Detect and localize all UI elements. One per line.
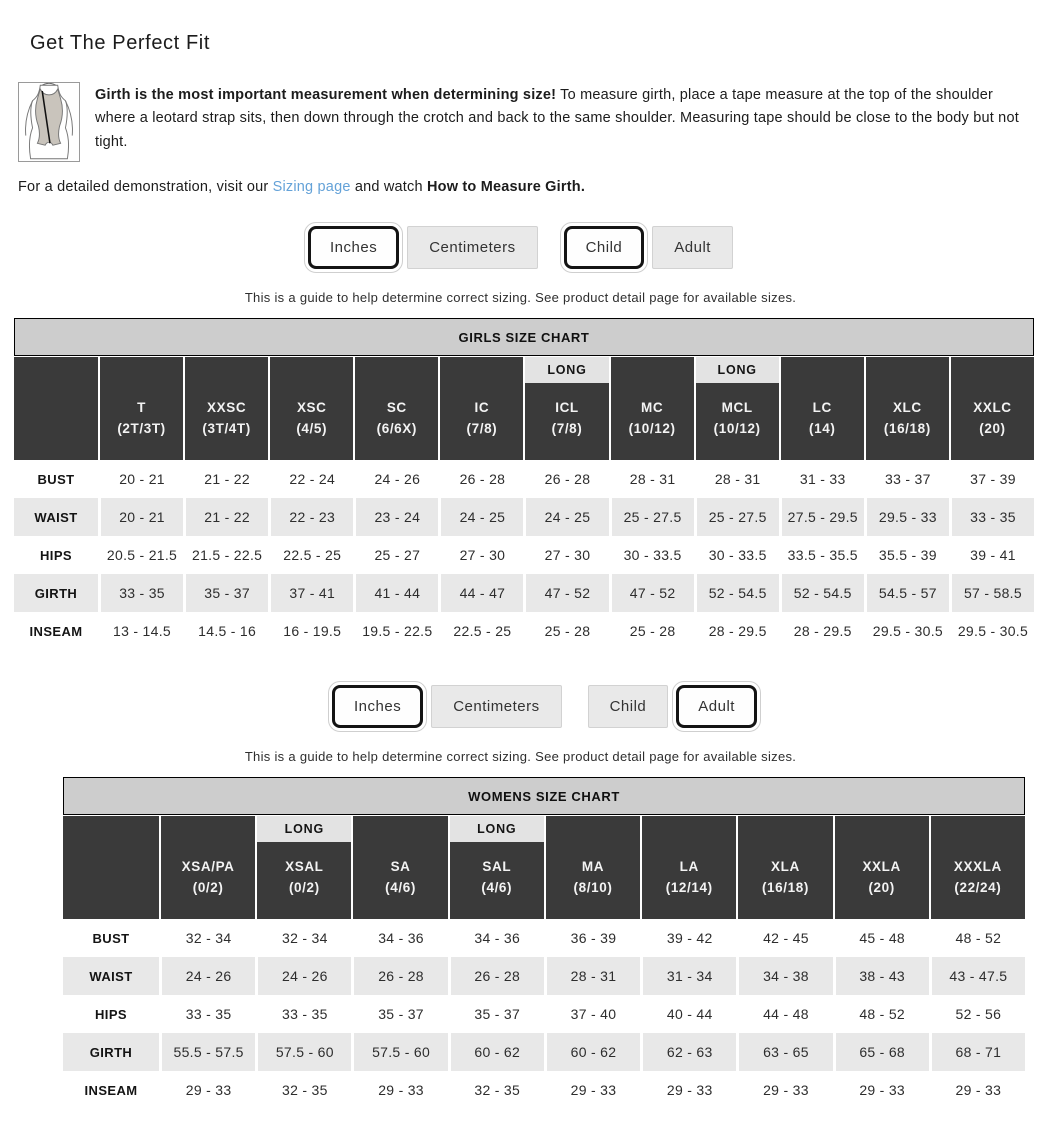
- size-range: (16/18): [761, 879, 809, 895]
- size-range: (2T/3T): [117, 420, 166, 436]
- size-column-label: [355, 383, 438, 460]
- header-spacer: [866, 357, 949, 383]
- size-code: XLC: [892, 399, 922, 415]
- measurement-row-label: GIRTH: [14, 574, 98, 612]
- measurement-cell: 41 - 44: [356, 574, 438, 612]
- page-title: Get The Perfect Fit: [30, 32, 210, 54]
- measurement-cell: 35 - 37: [474, 1006, 521, 1022]
- measurement-cell: 35 - 37: [378, 1006, 424, 1022]
- header-spacer: [546, 816, 640, 842]
- size-code: XXSC: [207, 399, 247, 415]
- measurement-cell: 33 - 35: [185, 1006, 232, 1022]
- measurement-cell: 45 - 48: [859, 930, 905, 946]
- measurement-cell: 24 - 26: [162, 957, 255, 995]
- header-spacer: [951, 357, 1034, 383]
- measurement-cell: 26 - 28: [544, 471, 591, 487]
- size-range: (8/10): [573, 879, 613, 895]
- size-column-header: [696, 357, 779, 460]
- measurement-cell: 32 - 34: [185, 930, 232, 946]
- size-column-header: [781, 357, 864, 460]
- size-code: XSA/PA: [181, 858, 235, 874]
- size-column-label: [781, 383, 864, 460]
- measurement-cell: 68 - 71: [932, 1033, 1025, 1071]
- size-column-label: [546, 842, 640, 919]
- measurement-cell: 60 - 62: [547, 1033, 640, 1071]
- girls-toggle-row: [0, 226, 1041, 269]
- size-code: SC: [386, 399, 407, 415]
- table-row: [63, 1033, 1025, 1071]
- measurement-cell: 29.5 - 30.5: [957, 623, 1029, 639]
- size-column-header: [738, 816, 832, 919]
- measurement-cell: 31 - 33: [799, 471, 846, 487]
- header-spacer: [642, 816, 736, 842]
- size-range: (20): [868, 879, 895, 895]
- size-code: XXLC: [973, 399, 1012, 415]
- measurement-row-label: BUST: [92, 930, 130, 946]
- womens-unit-toggle: [332, 685, 562, 728]
- size-column-header: [257, 816, 351, 919]
- size-column-header: [835, 816, 929, 919]
- size-range: (4/6): [385, 879, 416, 895]
- size-range: (22/24): [954, 879, 1002, 895]
- measurement-row-label: HIPS: [95, 1006, 127, 1022]
- measurement-cell: 14.5 - 16: [198, 623, 257, 639]
- measurement-cell: 55.5 - 57.5: [162, 1033, 255, 1071]
- table-row: [14, 612, 1034, 650]
- girls-centimeters-button[interactable]: Centimeters: [407, 226, 537, 269]
- girls-child-button[interactable]: Child: [564, 226, 645, 269]
- header-spacer: [931, 816, 1025, 842]
- size-column-label: [257, 842, 351, 919]
- measurement-cell: 22 - 23: [271, 498, 353, 536]
- size-column-label: [931, 842, 1025, 919]
- size-range: (14): [809, 420, 836, 436]
- measurement-cell: 25 - 27.5: [612, 498, 694, 536]
- womens-adult-button[interactable]: Adult: [676, 685, 757, 728]
- measurement-cell: 28 - 31: [629, 471, 676, 487]
- size-range: (20): [979, 420, 1006, 436]
- measurement-cell: 21.5 - 22.5: [192, 547, 263, 563]
- measurement-cell: 27 - 30: [544, 547, 591, 563]
- header-spacer: [355, 357, 438, 383]
- long-badge: LONG: [525, 357, 608, 383]
- measurement-cell: 29.5 - 30.5: [872, 623, 943, 639]
- measurement-cell: 33 - 37: [885, 471, 931, 487]
- girls-size-chart: [14, 318, 1034, 650]
- size-range: (7/8): [466, 420, 498, 436]
- measurement-row-label: WAIST: [63, 957, 159, 995]
- size-range: (0/2): [192, 879, 224, 895]
- header-spacer: [100, 357, 183, 383]
- measurement-cell: 47 - 52: [526, 574, 608, 612]
- measurement-cell: 32 - 34: [281, 930, 328, 946]
- measurement-cell: 26 - 28: [354, 957, 447, 995]
- size-code: MCL: [721, 399, 753, 415]
- girls-chart-title: GIRLS SIZE CHART: [14, 318, 1034, 356]
- girls-unit-toggle: [308, 226, 538, 269]
- demo-line: [18, 179, 1041, 195]
- measurement-cell: 33 - 35: [281, 1006, 328, 1022]
- size-column-header: [440, 357, 523, 460]
- girls-age-toggle: [564, 226, 733, 269]
- measurement-cell: 24 - 26: [374, 471, 421, 487]
- girls-guide-note: This is a guide to help determine correct sizing. See product detail page for available sizes.: [244, 290, 797, 305]
- measurement-cell: 28 - 31: [547, 957, 640, 995]
- size-range: (0/2): [288, 879, 320, 895]
- measurement-cell: 34 - 38: [739, 957, 832, 995]
- measurement-cell: 62 - 63: [643, 1033, 736, 1071]
- measurement-cell: 29 - 33: [570, 1082, 617, 1098]
- size-code: XSAL: [285, 858, 324, 874]
- size-code: MC: [640, 399, 664, 415]
- size-code: T: [137, 399, 146, 415]
- measurement-cell: 54.5 - 57: [867, 574, 949, 612]
- size-column-header: [100, 357, 183, 460]
- size-column-label: [161, 842, 255, 919]
- size-code: LC: [812, 399, 832, 415]
- womens-size-chart: [63, 777, 1025, 1109]
- measurement-cell: 22.5 - 25: [283, 547, 342, 563]
- size-column-header: [450, 816, 544, 919]
- table-row: [63, 1071, 1025, 1109]
- measurement-cell: 25 - 28: [629, 623, 676, 639]
- size-range: (4/6): [481, 879, 513, 895]
- table-row: [14, 574, 1034, 612]
- size-column-label: [100, 383, 183, 460]
- measurement-cell: 28 - 29.5: [793, 623, 852, 639]
- size-column-label: [440, 383, 523, 460]
- measurement-cell: 38 - 43: [836, 957, 929, 995]
- measurement-cell: 52 - 54.5: [697, 574, 779, 612]
- girth-intro-bold: Girth is the most important measurement when determining size!: [95, 87, 557, 103]
- size-code: XXXLA: [953, 858, 1002, 874]
- measurement-cell: 26 - 28: [451, 957, 544, 995]
- size-column-label: [611, 383, 694, 460]
- measurement-cell: 29 - 33: [859, 1082, 905, 1098]
- measurement-cell: 39 - 42: [666, 930, 713, 946]
- measurement-cell: 20 - 21: [119, 471, 165, 487]
- measurement-cell: 33 - 35: [101, 574, 183, 612]
- header-spacer: [270, 357, 353, 383]
- long-badge: LONG: [257, 816, 351, 842]
- womens-toggle-row: [24, 685, 1041, 728]
- womens-chart-body: [63, 919, 1025, 1109]
- measurement-cell: 27 - 30: [459, 547, 506, 563]
- girth-intro-section: [18, 82, 1027, 162]
- header-spacer: [161, 816, 255, 842]
- measurement-cell: 48 - 52: [859, 1006, 905, 1022]
- measurement-cell: 31 - 34: [643, 957, 736, 995]
- size-code: ICL: [555, 399, 579, 415]
- measurement-cell: 44 - 48: [763, 1006, 809, 1022]
- demo-prefix: For a detailed demonstration, visit our: [18, 179, 273, 195]
- size-range: (7/8): [551, 420, 583, 436]
- measurement-cell: 57 - 58.5: [952, 574, 1034, 612]
- table-row: [63, 995, 1025, 1033]
- size-column-label: [450, 842, 544, 919]
- measurement-cell: 29 - 33: [378, 1082, 424, 1098]
- measurement-cell: 33 - 35: [952, 498, 1034, 536]
- measurement-cell: 19.5 - 22.5: [362, 623, 433, 639]
- size-column-header: [642, 816, 736, 919]
- womens-chart-header: [63, 816, 1025, 919]
- table-row: [63, 919, 1025, 957]
- measurement-cell: 63 - 65: [739, 1033, 832, 1071]
- measurement-cell: 32 - 35: [474, 1082, 521, 1098]
- girls-inches-button[interactable]: Inches: [308, 226, 399, 269]
- size-code: XSC: [296, 399, 327, 415]
- size-code: XXLA: [862, 858, 901, 874]
- measurement-cell: 37 - 39: [970, 471, 1016, 487]
- size-column-header: [951, 357, 1034, 460]
- size-code: MA: [581, 858, 605, 874]
- measurement-cell: 57.5 - 60: [354, 1033, 447, 1071]
- measurement-cell: 20 - 21: [101, 498, 183, 536]
- size-code: IC: [474, 399, 490, 415]
- measurement-cell: 57.5 - 60: [258, 1033, 351, 1071]
- womens-guide-note: This is a guide to help determine correct sizing. See product detail page for available sizes.: [244, 749, 797, 764]
- measurement-cell: 29.5 - 33: [867, 498, 949, 536]
- measurement-cell: 25 - 27: [374, 547, 421, 563]
- measurement-cell: 29 - 33: [763, 1082, 809, 1098]
- measurement-cell: 48 - 52: [955, 930, 1002, 946]
- measurement-cell: 47 - 52: [612, 574, 694, 612]
- size-column-header: [866, 357, 949, 460]
- measurement-cell: 28 - 31: [714, 471, 761, 487]
- womens-age-toggle: [588, 685, 757, 728]
- size-range: (12/14): [665, 879, 713, 895]
- size-code: SAL: [482, 858, 512, 874]
- measurement-cell: 39 - 41: [970, 547, 1016, 563]
- measurement-row-label: GIRTH: [63, 1033, 159, 1071]
- size-range: (4/5): [296, 420, 328, 436]
- girls-chart-header: [14, 357, 1034, 460]
- sizing-page-link[interactable]: Sizing page: [272, 179, 351, 195]
- demo-bold: How to Measure Girth.: [426, 179, 586, 195]
- measurement-cell: 29 - 33: [185, 1082, 232, 1098]
- measurement-cell: 34 - 36: [378, 930, 424, 946]
- size-column-label: [185, 383, 268, 460]
- size-range: (6/6X): [376, 420, 417, 436]
- measurement-cell: 27.5 - 29.5: [782, 498, 864, 536]
- size-column-header: [525, 357, 608, 460]
- header-spacer: [353, 816, 447, 842]
- size-column-header: [185, 357, 268, 460]
- size-range: (10/12): [713, 420, 761, 436]
- measurement-cell: 23 - 24: [356, 498, 438, 536]
- womens-inches-button[interactable]: Inches: [332, 685, 423, 728]
- measurement-cell: 37 - 41: [271, 574, 353, 612]
- size-range: (3T/4T): [202, 420, 251, 436]
- measurement-cell: 28 - 29.5: [708, 623, 767, 639]
- measurement-cell: 13 - 14.5: [113, 623, 172, 639]
- measurement-cell: 43 - 47.5: [932, 957, 1025, 995]
- girth-intro-text: [95, 82, 1027, 154]
- size-column-label: [270, 383, 353, 460]
- measurement-cell: 37 - 40: [570, 1006, 617, 1022]
- size-column-header: [270, 357, 353, 460]
- measurement-cell: 52 - 54.5: [782, 574, 864, 612]
- measurement-cell: 44 - 47: [441, 574, 523, 612]
- measurement-cell: 25 - 27.5: [697, 498, 779, 536]
- measurement-cell: 16 - 19.5: [283, 623, 342, 639]
- measurement-cell: 40 - 44: [666, 1006, 713, 1022]
- size-range: (10/12): [628, 420, 676, 436]
- measurement-cell: 22 - 24: [289, 471, 336, 487]
- womens-child-button[interactable]: Child: [588, 685, 669, 728]
- measurement-cell: 42 - 45: [763, 930, 809, 946]
- size-column-header: [546, 816, 640, 919]
- demo-middle: and watch: [350, 179, 427, 195]
- size-column-label: [696, 383, 779, 460]
- header-spacer: [835, 816, 929, 842]
- size-code: SA: [390, 858, 411, 874]
- size-column-label: [835, 842, 929, 919]
- measurement-row-label: WAIST: [14, 498, 98, 536]
- measurement-cell: 21 - 22: [204, 471, 250, 487]
- measurement-row-label: BUST: [37, 471, 75, 487]
- measurement-cell: 30 - 33.5: [623, 547, 682, 563]
- header-spacer: [185, 357, 268, 383]
- size-column-label: [353, 842, 447, 919]
- header-spacer: [440, 357, 523, 383]
- measurement-cell: 24 - 25: [526, 498, 608, 536]
- table-row: [14, 460, 1034, 498]
- size-column-label: [642, 842, 736, 919]
- size-column-header: [161, 816, 255, 919]
- measurement-cell: 65 - 68: [836, 1033, 929, 1071]
- measurement-cell: 26 - 28: [459, 471, 506, 487]
- measurement-cell: 30 - 33.5: [708, 547, 767, 563]
- measurement-cell: 36 - 39: [570, 930, 617, 946]
- header-spacer: [738, 816, 832, 842]
- size-code: XLA: [771, 858, 800, 874]
- measurement-cell: 60 - 62: [451, 1033, 544, 1071]
- measurement-cell: 35 - 37: [186, 574, 268, 612]
- size-column-label: [738, 842, 832, 919]
- leotard-measure-icon: [18, 82, 80, 162]
- long-badge: LONG: [450, 816, 544, 842]
- table-row: [14, 536, 1034, 574]
- measurement-cell: 24 - 26: [258, 957, 351, 995]
- measurement-cell: 25 - 28: [544, 623, 591, 639]
- measurement-cell: 52 - 56: [955, 1006, 1002, 1022]
- size-column-header: [353, 816, 447, 919]
- measurement-cell: 35.5 - 39: [878, 547, 937, 563]
- girls-adult-button[interactable]: Adult: [652, 226, 733, 269]
- size-code: LA: [679, 858, 699, 874]
- size-guide-page: [0, 32, 1041, 1109]
- measurement-row-label: INSEAM: [84, 1082, 138, 1098]
- measurement-cell: 22.5 - 25: [453, 623, 512, 639]
- header-corner-cell: [63, 816, 159, 919]
- measurement-cell: 34 - 36: [474, 930, 521, 946]
- size-column-label: [525, 383, 608, 460]
- header-spacer: [611, 357, 694, 383]
- girls-chart-body: [14, 460, 1034, 650]
- measurement-row-label: INSEAM: [29, 623, 83, 639]
- womens-chart-title: WOMENS SIZE CHART: [63, 777, 1025, 815]
- measurement-cell: 20.5 - 21.5: [106, 547, 178, 563]
- size-column-label: [866, 383, 949, 460]
- measurement-cell: 29 - 33: [666, 1082, 713, 1098]
- header-spacer: [781, 357, 864, 383]
- size-column-label: [951, 383, 1034, 460]
- measurement-row-label: HIPS: [40, 547, 72, 563]
- size-column-header: [355, 357, 438, 460]
- girth-intro-rest: To measure girth, place a tape measure at the top of the shoulder where a leotard strap sits, then down through the crotch and back to the same shoulder. Measuring tape should be close to the body but not tight.: [95, 87, 1019, 150]
- measurement-cell: 33.5 - 35.5: [787, 547, 858, 563]
- table-row: [14, 498, 1034, 536]
- size-column-header: [931, 816, 1025, 919]
- measurement-cell: 29 - 33: [955, 1082, 1002, 1098]
- size-range: (16/18): [883, 420, 931, 436]
- header-corner-cell: [14, 357, 98, 460]
- long-badge: LONG: [696, 357, 779, 383]
- womens-centimeters-button[interactable]: Centimeters: [431, 685, 561, 728]
- size-column-header: [611, 357, 694, 460]
- table-row: [63, 957, 1025, 995]
- measurement-cell: 21 - 22: [186, 498, 268, 536]
- measurement-cell: 32 - 35: [281, 1082, 328, 1098]
- measurement-cell: 24 - 25: [441, 498, 523, 536]
